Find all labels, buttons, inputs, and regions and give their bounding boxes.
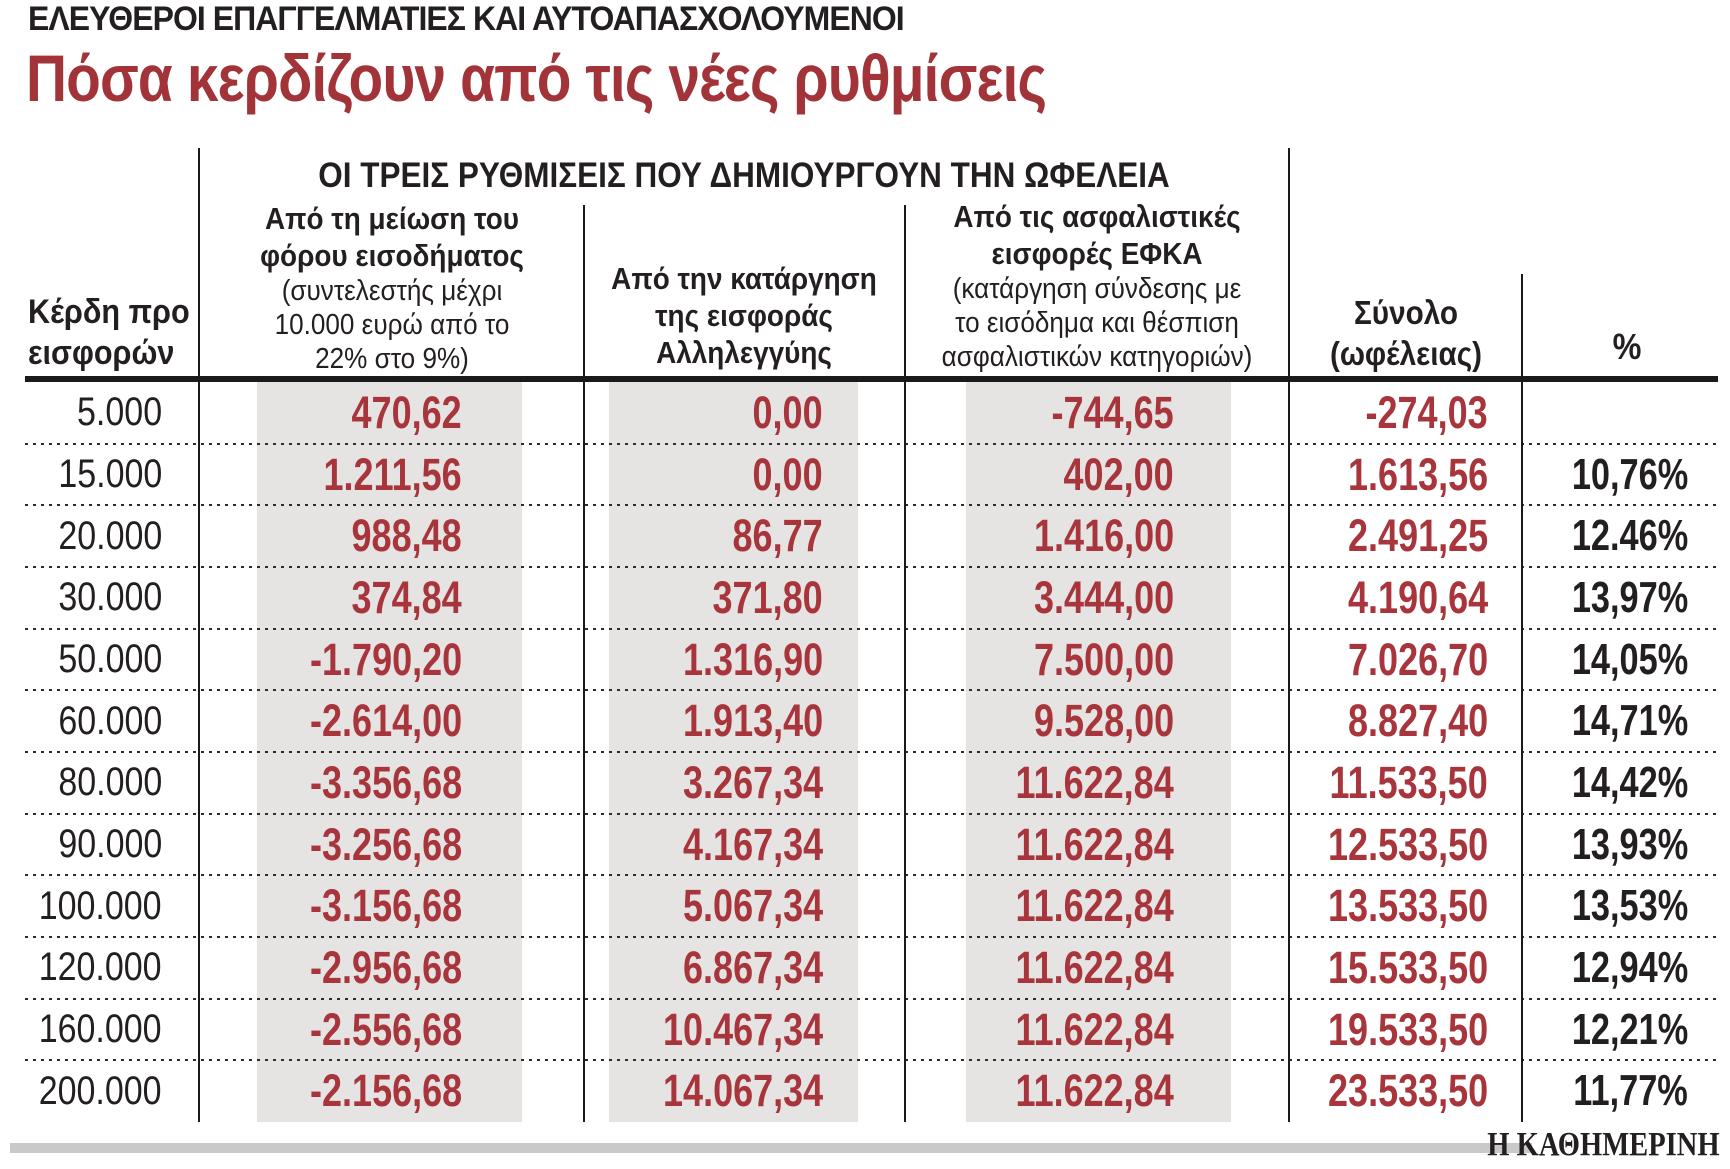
column-header-percent	[1543, 328, 1710, 365]
column-header-line: εισφορές ΕΦΚΑ	[991, 236, 1203, 271]
cell-tax-reduction	[200, 629, 584, 691]
cell-profits	[25, 999, 200, 1061]
cell-value: -1.790,20	[309, 633, 462, 685]
cell-value: 11.622,84	[1015, 941, 1174, 993]
cell-total	[1290, 1060, 1524, 1122]
cell-solidarity	[584, 999, 905, 1061]
cell-efka	[905, 1060, 1290, 1122]
cell-total	[1290, 937, 1524, 999]
cell-value: 470,62	[351, 386, 462, 438]
cell-tax-reduction	[200, 690, 584, 752]
cell-value: 4.167,34	[682, 818, 823, 870]
cell-percent	[1524, 752, 1718, 814]
cell-value: -2.614,00	[309, 695, 462, 747]
cell-value: 1.211,56	[323, 448, 462, 500]
cell-value: 13,93%	[1571, 819, 1688, 869]
column-header-total	[1309, 292, 1503, 374]
cell-value: 14,71%	[1571, 696, 1688, 746]
column-header-line: Σύνολο	[1353, 294, 1459, 331]
table-row	[25, 444, 1718, 506]
cell-value: 11,77%	[1573, 1066, 1688, 1116]
cell-profits	[25, 444, 200, 506]
cell-value: 13,53%	[1571, 881, 1688, 931]
column-divider	[1288, 148, 1290, 1122]
cell-tax-reduction	[200, 999, 584, 1061]
cell-profits	[25, 567, 200, 629]
cell-tax-reduction	[200, 382, 584, 444]
column-header-line: Από τις ασφαλιστικές	[953, 199, 1241, 234]
cell-total	[1290, 690, 1524, 752]
cell-value: 20.000	[58, 513, 162, 558]
cell-tax-reduction	[200, 752, 584, 814]
cell-tax-reduction	[200, 567, 584, 629]
cell-profits	[25, 937, 200, 999]
cell-solidarity	[584, 690, 905, 752]
table-row	[25, 1060, 1718, 1122]
cell-value: 5.067,34	[682, 880, 823, 932]
cell-tax-reduction	[200, 1060, 584, 1122]
cell-value: -3.356,68	[309, 756, 462, 808]
cell-value: -3.156,68	[309, 880, 462, 932]
cell-solidarity	[584, 629, 905, 691]
column-header-profits	[28, 292, 190, 374]
cell-total	[1290, 444, 1524, 506]
cell-value: 90.000	[58, 822, 162, 867]
cell-profits	[25, 382, 200, 444]
cell-solidarity	[584, 937, 905, 999]
table-body	[25, 382, 1718, 1122]
cell-percent	[1524, 875, 1718, 937]
cell-profits	[25, 875, 200, 937]
cell-total	[1290, 505, 1524, 567]
table-row	[25, 752, 1718, 814]
cell-total	[1290, 814, 1524, 876]
column-header-note-line: 10.000 ευρώ από το	[274, 309, 510, 341]
cell-value: 3.444,00	[1033, 571, 1174, 623]
cell-percent	[1524, 999, 1718, 1061]
cell-efka	[905, 382, 1290, 444]
cell-percent	[1524, 567, 1718, 629]
column-header-line: εισφορών	[28, 334, 175, 372]
cell-profits	[25, 690, 200, 752]
cell-value: 100.000	[39, 883, 162, 928]
column-header-line: Από τη μείωση του	[264, 201, 520, 236]
column-header-note-line: 22% στο 9%)	[315, 343, 469, 375]
cell-value: 120.000	[39, 945, 162, 990]
cell-efka	[905, 444, 1290, 506]
column-header-line: Κέρδη προ	[28, 293, 190, 331]
cell-percent	[1524, 690, 1718, 752]
cell-value: 13.533,50	[1327, 880, 1488, 932]
cell-value: 13,97%	[1571, 572, 1688, 622]
cell-value: -2.956,68	[309, 941, 462, 993]
column-divider	[904, 205, 906, 1122]
cell-value: 11.622,84	[1015, 818, 1174, 870]
cell-total	[1290, 752, 1524, 814]
column-header-note-line: (κατάργηση σύνδεσης με	[952, 273, 1242, 305]
cell-value: 0,00	[752, 386, 823, 438]
cell-value: 10.467,34	[662, 1003, 823, 1055]
cell-value: 9.528,00	[1033, 695, 1174, 747]
cell-value: 4.190,64	[1347, 571, 1488, 623]
table-row	[25, 567, 1718, 629]
cell-solidarity	[584, 752, 905, 814]
cell-value: 50.000	[58, 637, 162, 682]
table-row	[25, 875, 1718, 937]
table-row	[25, 814, 1718, 876]
cell-value: 86,77	[732, 510, 823, 562]
column-divider	[198, 148, 200, 1122]
cell-percent	[1524, 814, 1718, 876]
cell-value: 6.867,34	[682, 941, 823, 993]
cell-total	[1290, 382, 1524, 444]
column-header-line: %	[1612, 326, 1642, 367]
cell-value: 5.000	[76, 390, 162, 435]
cell-value: 1.913,40	[682, 695, 823, 747]
cell-value: 80.000	[58, 760, 162, 805]
page-title: Πόσα κερδίζουν από τις νέες ρυθμίσεις	[26, 41, 1047, 115]
cell-profits	[25, 1060, 200, 1122]
column-header-efka	[933, 198, 1261, 374]
column-header-line: Αλληλεγγύης	[656, 335, 832, 370]
cell-total	[1290, 567, 1524, 629]
cell-value: 12,94%	[1571, 942, 1688, 992]
cell-profits	[25, 629, 200, 691]
cell-value: 1.316,90	[682, 633, 823, 685]
cell-value: 8.827,40	[1347, 695, 1488, 747]
cell-efka	[905, 567, 1290, 629]
cell-total	[1290, 875, 1524, 937]
column-divider	[583, 205, 585, 1122]
source-bar	[10, 1143, 1532, 1153]
cell-efka	[905, 752, 1290, 814]
cell-profits	[25, 814, 200, 876]
cell-value: 1.613,56	[1347, 448, 1488, 500]
cell-value: 988,48	[351, 510, 462, 562]
cell-efka	[905, 690, 1290, 752]
cell-value: 371,80	[712, 571, 823, 623]
cell-value: 12.46%	[1571, 511, 1688, 561]
cell-value: -744,65	[1051, 386, 1174, 438]
cell-solidarity	[584, 567, 905, 629]
cell-tax-reduction	[200, 444, 584, 506]
cell-value: 374,84	[351, 571, 462, 623]
cell-percent	[1524, 444, 1718, 506]
cell-value: 0,00	[752, 448, 823, 500]
cell-value: 23.533,50	[1327, 1065, 1488, 1117]
cell-value: 7.500,00	[1033, 633, 1174, 685]
cell-solidarity	[584, 505, 905, 567]
cell-value: 2.491,25	[1347, 510, 1488, 562]
cell-value: 11.622,84	[1015, 756, 1174, 808]
cell-total	[1290, 999, 1524, 1061]
cell-efka	[905, 814, 1290, 876]
cell-solidarity	[584, 1060, 905, 1122]
cell-percent	[1524, 1060, 1718, 1122]
column-header-note-line: (συντελεστής μέχρι	[281, 275, 503, 307]
cell-value: 60.000	[58, 698, 162, 743]
cell-efka	[905, 505, 1290, 567]
column-header-line: φόρου εισοδήματος	[260, 238, 524, 273]
cell-solidarity	[584, 444, 905, 506]
cell-value: 200.000	[39, 1068, 162, 1113]
cell-efka	[905, 999, 1290, 1061]
cell-value: 10,76%	[1571, 449, 1688, 499]
cell-value: 3.267,34	[682, 756, 823, 808]
cell-tax-reduction	[200, 875, 584, 937]
cell-efka	[905, 875, 1290, 937]
cell-value: 19.533,50	[1327, 1003, 1488, 1055]
cell-value: 12.533,50	[1327, 818, 1488, 870]
cell-solidarity	[584, 382, 905, 444]
cell-value: 12,21%	[1571, 1004, 1688, 1054]
cell-value: 402,00	[1063, 448, 1174, 500]
cell-solidarity	[584, 875, 905, 937]
cell-tax-reduction	[200, 937, 584, 999]
cell-solidarity	[584, 814, 905, 876]
cell-value: 1.416,00	[1033, 510, 1174, 562]
cell-efka	[905, 937, 1290, 999]
kicker: ΕΛΕΥΘΕΡΟΙ ΕΠΑΓΓΕΛΜΑΤΙΕΣ ΚΑΙ ΑΥΤΟΑΠΑΣΧΟΛΟΥΜΕΝΟΙ	[28, 0, 904, 38]
table-row	[25, 505, 1718, 567]
column-header-line: της εισφοράς	[655, 298, 833, 333]
table-row	[25, 999, 1718, 1061]
cell-value: 11.622,84	[1015, 1065, 1174, 1117]
cell-value: 11.622,84	[1015, 880, 1174, 932]
cell-value: 11.622,84	[1015, 1003, 1174, 1055]
cell-value: 15.533,50	[1327, 941, 1488, 993]
cell-tax-reduction	[200, 814, 584, 876]
cell-value: -3.256,68	[309, 818, 462, 870]
cell-value: 160.000	[39, 1007, 162, 1052]
cell-value: 30.000	[58, 575, 162, 620]
group-header: ΟΙ ΤΡΕΙΣ ΡΥΘΜΙΣΕΙΣ ΠΟΥ ΔΗΜΙΟΥΡΓΟΥΝ ΤΗΝ ΩΦΕΛΕΙΑ	[318, 156, 1170, 195]
cell-value: 14,42%	[1571, 757, 1688, 807]
cell-tax-reduction	[200, 505, 584, 567]
cell-value: 7.026,70	[1347, 633, 1488, 685]
column-header-note-line: το εισόδημα και θέσπιση	[955, 307, 1239, 339]
source-logo: Η ΚΑΘΗΜΕΡΙΝΗ	[1487, 1126, 1720, 1163]
cell-value: 14,05%	[1571, 634, 1688, 684]
table-row	[25, 937, 1718, 999]
cell-profits	[25, 505, 200, 567]
column-divider	[1521, 274, 1523, 1122]
column-header-solidarity	[609, 260, 879, 371]
cell-value: -2.156,68	[309, 1065, 462, 1117]
table-row	[25, 690, 1718, 752]
cell-value: -2.556,68	[309, 1003, 462, 1055]
table-row	[25, 629, 1718, 691]
column-header-note-line: ασφαλιστικών κατηγοριών)	[941, 341, 1253, 373]
column-header-tax-reduction	[228, 200, 556, 376]
cell-total	[1290, 629, 1524, 691]
cell-percent	[1524, 382, 1718, 444]
cell-value: 15.000	[58, 452, 162, 496]
cell-percent	[1524, 505, 1718, 567]
cell-value: -274,03	[1365, 386, 1488, 438]
cell-efka	[905, 629, 1290, 691]
cell-percent	[1524, 937, 1718, 999]
table-row	[25, 382, 1718, 444]
cell-value: 11.533,50	[1329, 756, 1488, 808]
column-header-line: Από την κατάργηση	[611, 261, 877, 296]
column-header-line: (ωφέλειας)	[1329, 335, 1483, 372]
cell-percent	[1524, 629, 1718, 691]
header-separator-rule	[25, 376, 1718, 382]
cell-profits	[25, 752, 200, 814]
cell-value: 14.067,34	[662, 1065, 823, 1117]
